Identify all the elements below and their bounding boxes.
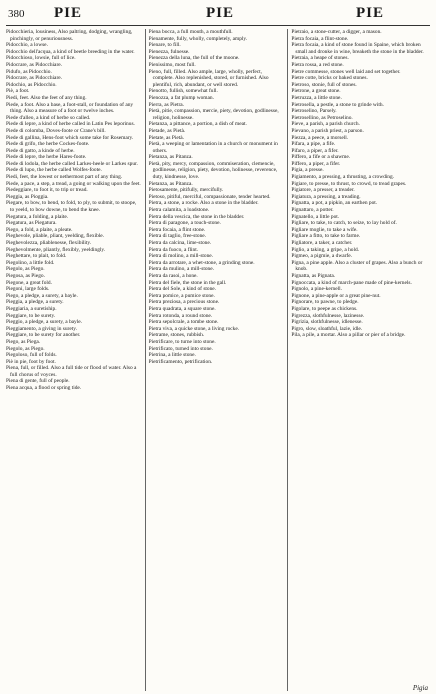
dictionary-entry: Piegosa, as Piego. (6, 272, 45, 279)
dictionary-entry: Piede di lupo, the herbe called Wolfes-foote. (6, 167, 102, 174)
catchword: Pigia (412, 684, 428, 692)
dictionary-entry: Pietrone, a great stone. (291, 88, 341, 95)
dictionary-entry: Pietra della vescica, the stone in the bladder. (148, 213, 245, 220)
dictionary-entry: Pigro, slow, sloathful, lazie, idle. (291, 325, 363, 332)
dictionary-entry: Pignone, a pine-apple or a great pine-nut. (291, 292, 381, 299)
dictionary-entry: Pietà, a weeping or lamentation in a church or monument in others. (148, 141, 278, 154)
dictionary-entry: Piede di lepre, the herbe Hares-foote. (6, 154, 87, 161)
dictionary-entry: Pietra rotonda, a round stone. (148, 312, 213, 319)
dictionary-entry: Pignoccata, a kind of march-pane made of pine-kernels. (291, 279, 412, 286)
dictionary-entry: Pietre commesse, stones well laid and set together. (291, 68, 401, 75)
columns (6, 29, 430, 691)
dictionary-entry: Piegoni, large folds. (6, 286, 50, 293)
dictionary-entry: Pietra da calcina, lime-stone. (148, 240, 212, 246)
dictionary-entry: Pietra, a stone, a rocke. Also a stone in the bladder. (148, 200, 259, 207)
dictionary-entry: Pidocrare, as Pidocchiare. (6, 61, 62, 68)
dictionary-entry: Pigrezza, slothfulnesse, lazinesse. (291, 312, 365, 319)
dictionary-entry: Pigliatore, a taker, a catcher. (291, 240, 353, 246)
dictionary-entry: Pietra viva, a quicke stone, a living rocke. (148, 325, 240, 332)
dictionary-entry: Piede di grifo, the herbe Cockes-foote. (6, 141, 90, 148)
dictionary-entry: Pienare, to fill. (148, 42, 181, 49)
dictionary-entry: Piego, as Piega. (6, 338, 41, 345)
dictionary-entry: Pieghettare, to plait, to fold. (6, 253, 67, 260)
dictionary-entry: Pigna, a pine apple. Also a cluster of grapes. Also a bunch or knob. (291, 259, 423, 273)
dictionary-entry: Pietra rossa, a red stone. (291, 61, 344, 68)
dictionary-entry: Pidufo, as Pidocchio. (6, 68, 52, 75)
dictionary-entry: Pietra pomice, a pumice stone. (148, 292, 215, 299)
dictionary-entry: Pidocchio, a lowse. (6, 42, 48, 49)
dictionary-entry: Pietra di paragone, a touch-stone. (148, 220, 221, 227)
dictionary-entry: Piede d'alleo, a kind of herbe so called. (6, 114, 91, 121)
dictionary-entry: Pierra, as Pietra. (148, 101, 184, 108)
dictionary-entry: Pietà, pitie, compassion, mercie, piety, devotion, godlinesse, religion, holinesse. (148, 108, 279, 121)
dictionary-entry: Pietate, as Pietà. (148, 134, 185, 141)
dictionary-entry: Pietra del fiele, the stone in the gall. (148, 279, 227, 286)
dictionary-entry: Pietra focaia, a flint-stone. (291, 35, 349, 42)
dictionary-entry: Piegolo, as Piego. (6, 266, 45, 273)
dictionary-entry: Pietrame, stones, rubbish. (148, 332, 205, 339)
dictionary-entry: Pietra da arrotare, a whet-stone, a grinding stone. (148, 259, 255, 266)
dictionary-entry: Pieggiare, to be surety for another. (6, 332, 81, 339)
dictionary-entry: Piego, a pledge, a surety, a bayle. (6, 292, 78, 299)
dictionary-entry: Piede di lepre, a kind of herbe called in Latin Pes leporinus. (6, 121, 135, 128)
dictionary-entry: Pietanza, as Pitanza. (148, 154, 193, 161)
dictionary-entry: Pigliare a fitto, to take to farme. (291, 233, 361, 240)
dictionary-entry: Pienotto, fullish, somewhat full. (148, 88, 218, 95)
dictionary-entry: Pieve, a parish, a parish church. (291, 121, 360, 128)
dictionary-entry: Pigliare, to take, to catch, to seize, to lay hold of. (291, 220, 397, 227)
dictionary-entry: Pieghevolmente, pliantly, flexibly, yeeldingly. (6, 246, 106, 253)
running-head-center: PIE (206, 5, 235, 21)
dictionary-entry: Pietrificato, turned into stone. (148, 345, 213, 352)
dictionary-entry: Pietra focaia, a flint stone. (148, 226, 206, 233)
column-3 (287, 29, 430, 691)
dictionary-entry: Piena bocca, a full mouth, a mouthfull. (148, 29, 233, 35)
column-1 (6, 29, 145, 691)
dictionary-entry: Pietra preziosa, a precious stone. (148, 299, 220, 306)
column-2 (145, 29, 288, 691)
dictionary-entry: Piedeggiare, to foot it, to trip or tread. (6, 187, 88, 194)
dictionary-entry: Pietanza, as Pitanza. (148, 180, 193, 187)
dictionary-entry: Piede di colomba, Doves-foote or Crane's bill. (6, 127, 106, 134)
dictionary-entry: Pietosamente, pitifully, mercifully. (148, 187, 224, 194)
dictionary-entry: Pietroso, stonie, full of stones. (291, 81, 357, 88)
dictionary-entry: Pienamente, fully, wholly, completely, amply. (148, 35, 248, 42)
dictionary-entry: Pietraia, a heape of stones. (291, 55, 349, 62)
dictionary-entry: Pietrosellino, as Petroselino. (291, 114, 353, 121)
dictionary-entry: Pietrificare, to turne into stone. (148, 338, 216, 345)
dictionary-entry: Pietraio, a stone-cutter, a digger, a mason. (291, 29, 382, 35)
dictionary-entry: Pieggiamento, a giving in surety. (6, 325, 77, 332)
dictionary-entry: Pidochio, as Pidocchio. (6, 81, 57, 88)
dictionary-entry: Pietrina, a little stone. (148, 352, 196, 359)
dictionary-entry: Piedi, feet. Also the feet of any thing. (6, 94, 87, 101)
dictionary-entry: Piè, a foot. (6, 88, 30, 95)
dictionary-entry: Pieggia, as Pioggia. (6, 193, 49, 200)
dictionary-entry: Pidocchieria, lousiness, Also paltring, dodging, wrangling, pinchingly, or penuriousness. (6, 29, 133, 42)
dictionary-entry: Piegolino, a little fold. (6, 259, 55, 266)
dictionary-entry: Pieggia, a pledge, a surety. (6, 299, 64, 306)
dictionary-entry: Pignatta, as Pignata. (291, 272, 336, 279)
dictionary-entry: Pietrificamento, petrification. (148, 358, 213, 365)
dictionary-entry: Pidocchioso, lowsie, full of lice. (6, 55, 76, 62)
dictionary-entry: Piegoloso, full of folds. (6, 352, 57, 359)
dictionary-entry: Pidocchio dell'acqua, a kind of beetle breeding in the water. (6, 48, 135, 55)
dictionary-entry: Pigliare moglie, to take a wife. (291, 226, 358, 233)
dictionary-entry: Pieghevolezza, pliablenesse, flexibility. (6, 240, 92, 246)
dictionary-entry: Pietra da mulino, a mill-stone. (148, 266, 214, 273)
dictionary-entry: Pietruzza, a little stone. (291, 94, 342, 101)
dictionary-entry: Pietroselino, Parsely. (291, 108, 337, 115)
dictionary-entry: Pietra quadrata, a square stone. (148, 305, 216, 312)
dictionary-entry: Piegatura, a folding, a plaite. (6, 213, 69, 220)
dictionary-entry: Pieno, full, filled. Also ample, large, wholly, perfect, complete. Also replenished, stored, or furnished. Also plentiful, rich, abundant, or well stored. (148, 68, 269, 88)
dictionary-entry: Piena, full, or filled. Also a full tide or flood of water. Also a full chorus of voyces. (6, 365, 137, 378)
dictionary-entry: Piè in pie, foot by foot. (6, 358, 56, 365)
dictionary-entry: Pieghevole, pliable, pliant, yeelding, flexible. (6, 233, 105, 240)
dictionary-entry: Pignatello, a little pot. (291, 213, 340, 220)
dictionary-entry: Pigiatura, a pressing, a treading. (291, 193, 361, 200)
dictionary-entry: Pietra del Sole, a kind of stone. (148, 286, 217, 293)
dictionary-entry: Piegolo, as Piego. (6, 345, 45, 352)
dictionary-entry: Pienozza, a fat plump woman. (148, 94, 214, 101)
dictionary-entry: Pietra da fuoco, a flint. (148, 246, 199, 253)
dictionary-entry: Pieggiare, to be surety. (6, 312, 56, 319)
dictionary-entry: Pietra sepolcrale, a tombe stone. (148, 319, 219, 326)
dictionary-entry: Piena acqua, a flood or spring tide. (6, 385, 82, 392)
dictionary-entry: Piffero, a piper, a fifer. (291, 160, 341, 167)
dictionary-entry: Pigrizia, slothfulnesse, idlenesse. (291, 319, 363, 326)
dictionary-entry: Piede, a pace, a step, a tread, a going or walking upon the feet. (6, 180, 141, 187)
dictionary-entry: Piegare, to bow, to bend, to fold, to ply, to submit, to stoope, to yeeld, to bow downe, to bend the knee. (6, 200, 137, 214)
dictionary-entry: Pigiatore, a presser, a treader. (291, 187, 355, 194)
dictionary-entry: Piede di gallina, Hens-foot which some take for Rosemary. (6, 134, 134, 141)
dictionary-entry: Piffero, a fife or a shawme. (291, 154, 351, 161)
dictionary-entry: Piegone, a great fold. (6, 279, 52, 286)
dictionary-entry: Pigia, a presse. (291, 167, 324, 174)
dictionary-entry: Pieggiaria, a suretiship. (6, 305, 57, 312)
dictionary-entry: Piede, a foot. Also a base, a foot-stall, or foundation of any thing. Also a measure of a foot or twelve inches. (6, 101, 134, 115)
dictionary-entry: Pietrosella, a pestle, a stone to grinde with. (291, 101, 384, 108)
page-header (6, 3, 430, 26)
dictionary-entry: Pietade, as Pietà. (148, 127, 186, 134)
dictionary-entry: Pietà, pity, mercy, compassion, commiseration, clemencie, godlinesse, religion, piety, devotion, holinesse, reverence, duty, kindnesse, love. (148, 160, 278, 181)
dictionary-entry: Pietoso, pitiful, merciful, compassionate, tender hearted. (148, 193, 271, 200)
dictionary-entry: Pietre cotte, bricks or baked stones. (291, 75, 368, 82)
dictionary-entry: Pietra di molino, a mill-stone. (148, 253, 214, 260)
dictionary-entry: Pienezza della luna, the full of the moone. (148, 55, 240, 62)
dictionary-entry: Pietra da rasoi, a hone. (148, 272, 198, 279)
dictionary-entry: Pievano, a parish priest, a parson. (291, 127, 364, 134)
dictionary-entry: Piglio, a taking, a gripe, a hold. (291, 246, 360, 253)
dictionary-entry: Pignolo, a pine-kernell. (291, 286, 342, 293)
dictionary-entry: Pidocrare, as Pidocchiare. (6, 75, 62, 82)
running-head-right: PIE (356, 5, 385, 21)
dictionary-entry: Pila, a pile, a mortar. Also a pillar or pier of a bridge. (291, 332, 406, 339)
dictionary-entry: Piena di gente, full of people. (6, 378, 70, 385)
dictionary-entry: Pietra focaia, a kind of stone found in Spaine, which broken small and dronke in wine, breaketh the stone in the bladder. (291, 42, 424, 55)
dictionary-entry: Pienezza, fulnesse. (148, 48, 190, 55)
dictionary-entry: Pigiamento, a pressing, a thrusting, a crowding. (291, 174, 395, 181)
dictionary-entry: Pietra di taglio, free-stone. (148, 233, 207, 240)
dictionary-entry: Pigiare, to presse, to thrust, to crowd, to tread grapes. (291, 180, 407, 187)
dictionary-entry: Pieggio, a pledge, a surety, a bayle. (6, 319, 82, 326)
dictionary-entry: Piego, a fold, a plaite, a pleate. (6, 226, 73, 233)
dictionary-entry: Pietanza, a pittance, a portion, a dish of meat. (148, 121, 247, 128)
page-number: 380 (8, 8, 25, 20)
dictionary-entry: Piezza, a peece, a morsell. (291, 134, 349, 141)
running-head-left: PIE (54, 5, 83, 21)
dictionary-entry: Pifaro, a piper, a fifer. (291, 147, 339, 154)
dictionary-entry: Piede di gatto, a kinde of herbe. (6, 147, 75, 154)
dictionary-entry: Piedi, feet, the lowest or nethermost part of any thing. (6, 174, 123, 181)
dictionary-entry: Pigolare, to peepe as chickens. (291, 305, 358, 312)
dictionary-entry: Piede di lodola, the herbe called Larkes-heele or Larkes spur. (6, 160, 138, 167)
dictionary-entry: Pifara, a pipe, a fife. (291, 141, 336, 148)
dictionary-entry: Pignattaro, a potter. (291, 207, 334, 214)
dictionary-entry: Piegatura, as Piegatura. (6, 220, 57, 227)
dictionary-entry: Pietra calamita, a loadstone. (148, 207, 210, 214)
dictionary-entry: Pigmeo, a pigmie, a dwarfe. (291, 253, 352, 260)
dictionary-entry: Pignatta, a pot, a pipkin, an earthen pot. (291, 200, 378, 207)
dictionary-entry: Pignorare, to pawne, to pledge. (291, 299, 359, 306)
dictionary-entry: Pienissimo, most full. (148, 61, 196, 68)
